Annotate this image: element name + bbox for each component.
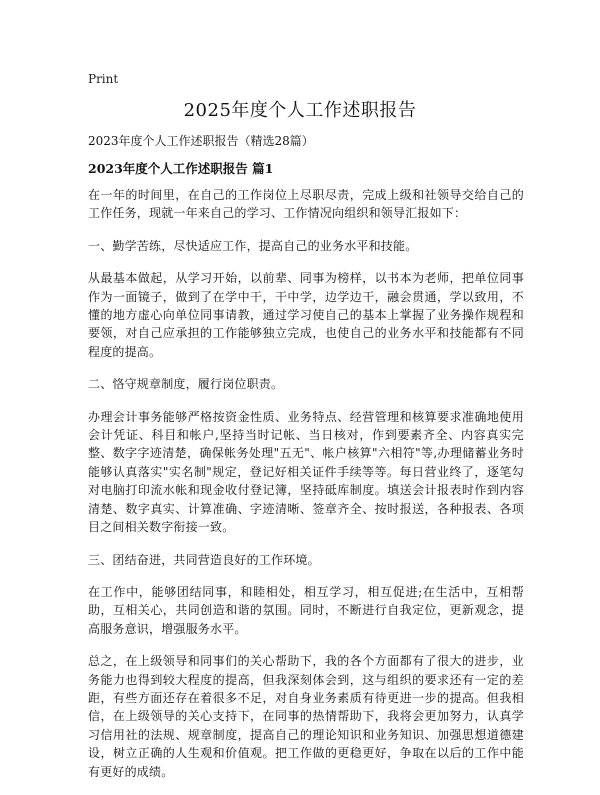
- paragraph-intro: 在一年的时间里，在自己的工作岗位上尽职尽责，完成上级和社领导交给自己的工作任务，现就一年来自己的学习、工作情况向组织和领导汇报如下：: [88, 188, 524, 221]
- paragraph-accounting: 办理会计事务能够严格按资金性质、业务特点、经营管理和核算要求准确地使用会计凭证、科目和帐户,坚持当时记帐、当日核对，作到要素齐全、内容真实完整、数字字迹清楚，确保帐务处理"五无"、帐户核算"六相符"等,办理储蓄业务时能够认真落实"实名制"规定，登记好相关证件手续等等。每日营业终了，逐笔勾对电脑打印流水帐和现金收付登记簿，坚持砥库制度。填送会计报表时作到内容清楚、数字真实、计算准确、字迹清晰、签章齐全、按时报送，各种报表、各项目之间相关数字衔接一致。: [88, 409, 524, 535]
- heading-one: 一、勤学苦练，尽快适应工作，提高自己的业务水平和技能。: [88, 238, 418, 253]
- page-title: 2025年度个人工作述职报告: [183, 100, 417, 121]
- heading-two: 二、恪守规章制度，履行岗位职责。: [88, 377, 284, 392]
- heading-three: 三、团结奋进，共同营造良好的工作环境。: [88, 552, 320, 567]
- paragraph-study: 从最基本做起，从学习开始，以前辈、同事为榜样，以书本为老师，把单位同事作为一面镜子，做到了在学中干，干中学，边学边干，融会贯通，学以致用，不懂的地方虚心向单位同事请教，通过学习使自己的基本上掌握了业务操作规程和要领，对自己应承担的工作能够独立完成，也使自己的业务水平和技能都有不同程度的提高。: [88, 271, 524, 359]
- paragraph-summary: 总之，在上级领导和同事们的关心帮助下，我的各个方面都有了很大的进步，业务能力也得到较大程度的提高，但我深刻体会到，这与组织的要求还有一定的差距，有些方面还存在着很多不足，对自身业务素质有待更进一步的提高。但我相信，在上级领导的关心支持下，在同事的热情帮助下，我将会更加努力，认真学习信用社的法规、规章制度，提高自己的理论知识和业务知识、加强思想道德建设，树立正确的人生观和价值观。把工作做的更稳更好，争取在以后的工作中能有更好的成绩。: [88, 654, 524, 779]
- document-body: [88, 132, 524, 795]
- print-link[interactable]: Print: [88, 72, 119, 86]
- document-subtitle: 2023年度个人工作述职报告（精选28篇）: [88, 134, 314, 148]
- section-heading: 2023年度个人工作述职报告 篇1: [88, 161, 274, 176]
- paragraph-teamwork: 在工作中，能够团结同事，和睦相处，相互学习，相互促进;在生活中，互相帮助，互相关心，共同创造和谐的氛围。同时，不断进行自我定位，更新观念，提高服务意识，增强服务水平。: [88, 584, 524, 636]
